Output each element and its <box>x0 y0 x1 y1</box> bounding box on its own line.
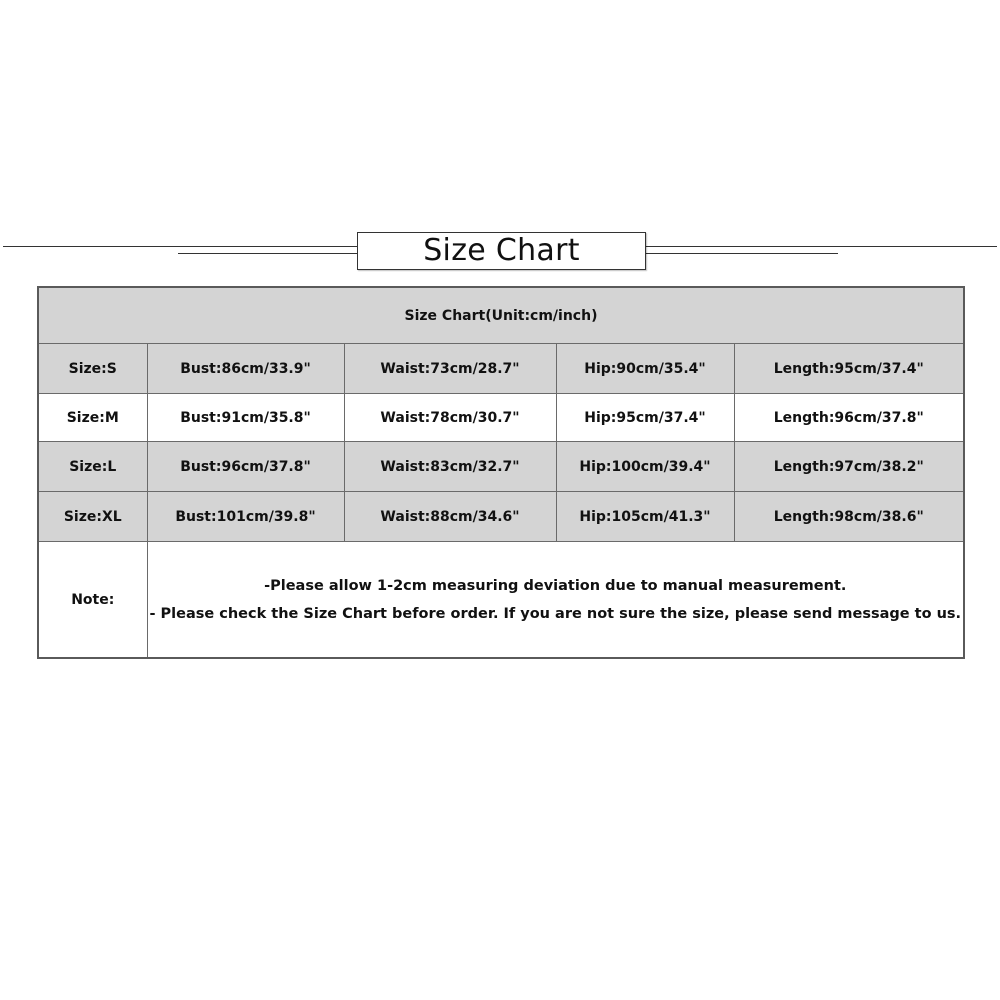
note-label: Note: <box>38 542 147 659</box>
page-title: Size Chart <box>423 233 580 268</box>
note-row <box>38 542 964 659</box>
hip-cell: Hip:90cm/35.4" <box>556 344 734 394</box>
waist-cell: Waist:88cm/34.6" <box>344 492 556 542</box>
size-chart-table <box>37 286 965 659</box>
length-cell: Length:96cm/37.8" <box>734 394 964 442</box>
table-header-row <box>38 287 964 344</box>
size-cell: Size:XL <box>38 492 147 542</box>
hip-cell: Hip:100cm/39.4" <box>556 442 734 492</box>
bust-cell: Bust:91cm/35.8" <box>147 394 344 442</box>
hip-cell: Hip:105cm/41.3" <box>556 492 734 542</box>
waist-cell: Waist:78cm/30.7" <box>344 394 556 442</box>
bust-cell: Bust:96cm/37.8" <box>147 442 344 492</box>
length-cell: Length:97cm/38.2" <box>734 442 964 492</box>
size-cell: Size:S <box>38 344 147 394</box>
table-row <box>38 442 964 492</box>
title-banner <box>357 232 646 270</box>
size-cell: Size:L <box>38 442 147 492</box>
note-line: - Please check the Size Chart before order. If you are not sure the size, please send message to us. <box>149 605 962 622</box>
table-row <box>38 344 964 394</box>
size-cell: Size:M <box>38 394 147 442</box>
length-cell: Length:98cm/38.6" <box>734 492 964 542</box>
table-row <box>38 394 964 442</box>
length-cell: Length:95cm/37.4" <box>734 344 964 394</box>
table-header-cell: Size Chart(Unit:cm/inch) <box>38 287 964 344</box>
waist-cell: Waist:83cm/32.7" <box>344 442 556 492</box>
bust-cell: Bust:86cm/33.9" <box>147 344 344 394</box>
table-row <box>38 492 964 542</box>
waist-cell: Waist:73cm/28.7" <box>344 344 556 394</box>
note-line: -Please allow 1-2cm measuring deviation due to manual measurement. <box>264 577 847 594</box>
note-content <box>147 542 964 659</box>
bust-cell: Bust:101cm/39.8" <box>147 492 344 542</box>
hip-cell: Hip:95cm/37.4" <box>556 394 734 442</box>
